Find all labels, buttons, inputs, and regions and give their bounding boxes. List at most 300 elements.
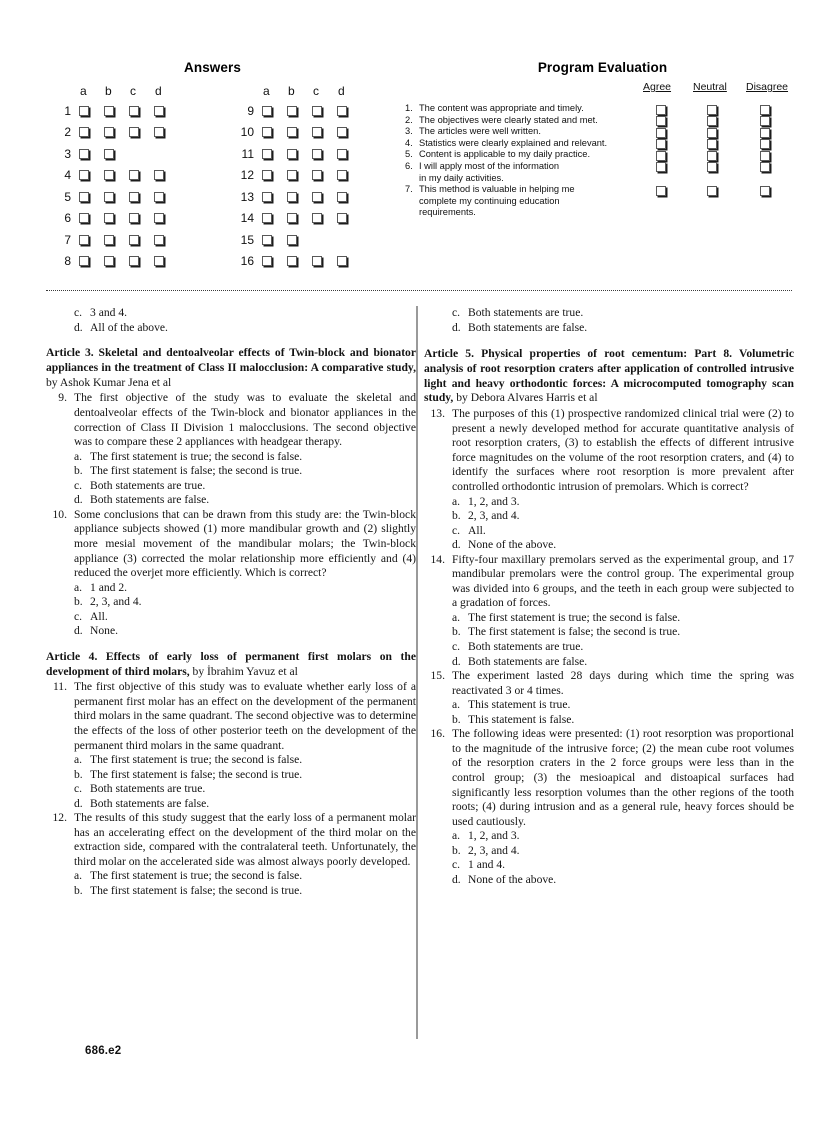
answers-title: Answers (184, 60, 241, 75)
answers-cell (104, 165, 129, 187)
answers-cell (79, 122, 104, 144)
question-number: 13. (430, 407, 445, 421)
article-5-byline: by Debora Alvares Harris et al (453, 391, 598, 405)
evaluation-item-number: 6. (405, 160, 413, 171)
question-choices (452, 495, 794, 553)
left-column (46, 306, 416, 899)
choice-text: All. (468, 523, 486, 537)
question-text: Fifty-four maxillary premolars served as the experimental group, and 17 mandibular premolars were the control group. The experimental group was divided into 6 groups, and the teeth in each group were subjected to a gradation of forces. (452, 552, 794, 610)
answer-checkbox-10d[interactable] (337, 127, 347, 137)
answer-checkbox-16a[interactable] (262, 256, 272, 266)
answer-choice (452, 829, 794, 844)
answer-checkbox-4b[interactable] (104, 170, 114, 180)
answer-checkbox-7d[interactable] (154, 235, 164, 245)
scale-header-neutral: Neutral (693, 81, 727, 93)
answers-row (228, 143, 362, 165)
answers-cell (287, 251, 312, 273)
answers-column-header-b: b (288, 83, 295, 98)
choice-text: None of the above. (468, 538, 557, 552)
answers-cell (287, 165, 312, 187)
choice-text: Both statements are false. (90, 796, 210, 810)
answer-checkbox-6d[interactable] (154, 213, 164, 223)
choice-text: Both statements are false. (468, 654, 588, 668)
answer-checkbox-1a[interactable] (79, 106, 89, 116)
question-text: The purposes of this (1) prospective randomized clinical trial were (2) to present a newly developed method for accurate quantitative analysis of root resorption craters, (3) to establish the effects of different intrusive force magnitudes on the volume of the root resorption craters, and (4) to identify the surfaces where root resorption is more prevalent after controlled orthodontic intrusion of premolars. Which is correct? (452, 407, 794, 494)
choice-text: 1, 2, and 3. (468, 494, 520, 508)
answer-choice (452, 640, 794, 655)
evaluation-checkbox-2-neutral[interactable] (707, 116, 717, 126)
choice-letter: d. (74, 320, 83, 334)
answers-row (45, 143, 179, 165)
answer-checkbox-16d[interactable] (337, 256, 347, 266)
answer-checkbox-1c[interactable] (129, 106, 139, 116)
question-item (46, 811, 416, 898)
evaluation-checkbox-3-disagree[interactable] (760, 128, 770, 138)
evaluation-row (405, 161, 805, 184)
choice-text: Both statements are true. (90, 782, 206, 796)
answer-checkbox-12d[interactable] (337, 170, 347, 180)
answers-column-header-d: d (338, 83, 345, 98)
evaluation-checkbox-6-agree[interactable] (656, 162, 666, 172)
evaluation-item-text: The content was appropriate and timely. (419, 103, 584, 113)
answer-checkbox-1b[interactable] (104, 106, 114, 116)
answer-checkbox-8c[interactable] (129, 256, 139, 266)
evaluation-item-number: 5. (405, 149, 413, 160)
evaluation-item-text: Content is applicable to my daily practice. (419, 149, 591, 160)
choice-letter: b. (74, 464, 83, 478)
evaluation-checkbox-6-disagree[interactable] (760, 162, 770, 172)
choice-letter: c. (452, 640, 461, 654)
answers-cell (337, 208, 362, 230)
answers-cell (337, 143, 362, 165)
evaluation-checkbox-2-agree[interactable] (656, 116, 666, 126)
answers-cell (79, 100, 104, 122)
right-column (424, 306, 794, 887)
answer-checkbox-2b[interactable] (104, 127, 114, 137)
answers-cell (262, 251, 287, 273)
answer-choice (452, 509, 794, 524)
answers-header-row (45, 81, 179, 100)
answer-choice (452, 538, 794, 553)
answer-choice (74, 869, 416, 884)
article-5-heading (424, 347, 794, 406)
answers-cell (104, 251, 129, 273)
answer-checkbox-16b[interactable] (287, 256, 297, 266)
scale-header-disagree: Disagree (746, 81, 789, 93)
choice-text: The first statement is true; the second is false. (90, 753, 303, 767)
choice-text: This statement is true. (468, 698, 571, 712)
answer-checkbox-4a[interactable] (79, 170, 89, 180)
choice-text: None. (90, 624, 119, 638)
question-text: The experiment lasted 28 days during which time the spring was reactivated 3 or 4 times. (452, 669, 794, 697)
article-3-questions (46, 391, 416, 638)
choice-text: 3 and 4. (90, 306, 128, 319)
answer-checkbox-5c[interactable] (129, 192, 139, 202)
question-item (424, 407, 794, 552)
answer-checkbox-12a[interactable] (262, 170, 272, 180)
answers-column-header-c: c (313, 83, 319, 98)
evaluation-item-text: Statistics were clearly explained and relevant. (419, 137, 608, 148)
answers-row-number: 4 (64, 168, 71, 183)
question-item (424, 669, 794, 727)
answer-choice (74, 464, 416, 479)
answers-cell (337, 186, 362, 208)
answer-checkbox-5a[interactable] (79, 192, 89, 202)
choice-text: Both statements are true. (468, 306, 584, 319)
evaluation-item-text-continuation: requirements. (419, 207, 476, 218)
choice-letter: c. (74, 306, 83, 319)
answer-checkbox-7c[interactable] (129, 235, 139, 245)
answers-row-number: 8 (64, 254, 71, 269)
choice-text: Both statements are true. (90, 478, 206, 492)
question-text: The results of this study suggest that the early loss of a permanent molar has an accelerating effect on the development of the third molar on the extraction side, compared with the contralateral teeth. Unfortunately, the third molar on the accelerated side was almost always poorly developed. (74, 811, 416, 868)
evaluation-checkbox-5-disagree[interactable] (760, 151, 770, 161)
answers-cell (154, 208, 179, 230)
answers-grids (45, 81, 395, 281)
answer-choice (74, 624, 416, 639)
evaluation-checkbox-5-neutral[interactable] (707, 151, 717, 161)
answers-row-number: 13 (240, 189, 254, 204)
evaluation-checkbox-4-neutral[interactable] (707, 139, 717, 149)
choice-text: The first statement is true; the second is false. (90, 869, 303, 883)
answer-choice (452, 713, 794, 728)
answer-checkbox-6a[interactable] (79, 213, 89, 223)
evaluation-row (405, 115, 805, 127)
choice-text: The first statement is true; the second is false. (468, 610, 681, 624)
answer-choice (74, 595, 416, 610)
answer-checkbox-6c[interactable] (129, 213, 139, 223)
choice-text: Both statements are false. (468, 320, 588, 334)
answers-cell (312, 100, 337, 122)
question-number: 12. (52, 811, 67, 825)
question-number: 14. (430, 552, 445, 566)
answers-cell (104, 100, 129, 122)
answers-row (228, 165, 362, 187)
question-choices (74, 450, 416, 508)
answers-cell (337, 100, 362, 122)
answer-choice (74, 797, 416, 812)
right-orphan-choices (424, 306, 794, 335)
answer-choice (452, 873, 794, 888)
answers-cell (312, 122, 337, 144)
answers-cell (79, 143, 104, 165)
choice-letter: b. (74, 767, 83, 781)
evaluation-item-number: 4. (405, 137, 413, 148)
answer-checkbox-3b[interactable] (104, 149, 114, 159)
question-number: 15. (430, 669, 445, 683)
question-choices (452, 829, 794, 887)
choice-letter: a. (452, 829, 461, 843)
answer-choice (74, 493, 416, 508)
evaluation-checkbox-3-neutral[interactable] (707, 128, 717, 138)
answer-checkbox-14c[interactable] (312, 213, 322, 223)
answers-cell (79, 229, 104, 251)
answers-cell (129, 208, 154, 230)
answers-row (45, 165, 179, 187)
choice-text: The first statement is false; the second is true. (90, 884, 303, 898)
answer-checkbox-11a[interactable] (262, 149, 272, 159)
evaluation-checkbox-7-neutral[interactable] (707, 186, 717, 196)
answer-choice (74, 581, 416, 596)
program-evaluation-title: Program Evaluation (537, 60, 668, 75)
answers-cell (129, 229, 154, 251)
page-number: 686.e2 (85, 1045, 122, 1057)
evaluation-item-number: 1. (405, 103, 413, 113)
answer-checkbox-14d[interactable] (337, 213, 347, 223)
answer-checkbox-13c[interactable] (312, 192, 322, 202)
answer-choice (452, 321, 794, 336)
choice-text: None of the above. (468, 872, 557, 886)
question-item (424, 727, 794, 887)
answers-cell (154, 100, 179, 122)
question-item (46, 508, 416, 639)
answers-column-header-a: a (80, 83, 87, 98)
answer-checkbox-2a[interactable] (79, 127, 89, 137)
answers-cell (154, 143, 179, 165)
answers-cell (262, 100, 287, 122)
choice-letter: d. (452, 654, 461, 668)
question-text: The first objective of this study was to evaluate whether early loss of a permanent first molar has an effect on the development of the permanent third molars in the same quadrant. The second objective was to determine the effects of the loss of other posterior teeth on the development of the permanent third molars in the same quadrant. (74, 680, 416, 752)
answers-row (45, 100, 179, 122)
evaluation-checkbox-1-neutral[interactable] (707, 105, 717, 115)
answer-choice (74, 782, 416, 797)
answer-checkbox-15b[interactable] (287, 235, 297, 245)
evaluation-row (405, 138, 805, 150)
article-5-title: Article 5. Physical properties of root cementum: Part 8. Volumetric analysis of root resorption craters after application of controlled intrusive light and heavy orthodontic forces: A microcomputed tomography scan study, (424, 347, 794, 405)
answer-choice (452, 698, 794, 713)
answer-checkbox-8a[interactable] (79, 256, 89, 266)
answer-choice (74, 479, 416, 494)
question-item (46, 391, 416, 507)
choice-letter: a. (452, 698, 461, 712)
answer-checkbox-16c[interactable] (312, 256, 322, 266)
answers-cell (287, 100, 312, 122)
answers-cell (129, 186, 154, 208)
answers-cell (129, 251, 154, 273)
choice-letter: c. (74, 478, 83, 492)
choice-text: The first statement is false; the second is true. (90, 464, 303, 478)
answer-choice (452, 655, 794, 670)
answer-checkbox-8b[interactable] (104, 256, 114, 266)
article-4-heading (46, 650, 416, 680)
article-3-heading (46, 346, 416, 390)
choice-letter: b. (452, 843, 461, 857)
choice-letter: a. (452, 610, 461, 624)
evaluation-item-text-continuation: complete my continuing education (419, 195, 560, 206)
answer-checkbox-10a[interactable] (262, 127, 272, 137)
choice-letter: d. (74, 493, 83, 507)
choice-letter: a. (74, 580, 83, 594)
question-choices (74, 581, 416, 639)
answer-checkbox-2c[interactable] (129, 127, 139, 137)
answers-header-row (228, 81, 362, 100)
answers-header-spacer (228, 81, 262, 100)
answer-checkbox-3a[interactable] (79, 149, 89, 159)
choice-letter: c. (452, 306, 461, 319)
answers-row (228, 100, 362, 122)
question-number: 9. (58, 391, 67, 405)
answers-column-header-a: a (263, 83, 270, 98)
answers-row (228, 122, 362, 144)
evaluation-row (405, 184, 805, 219)
evaluation-checkbox-7-disagree[interactable] (760, 186, 770, 196)
evaluation-checkbox-3-agree[interactable] (656, 128, 666, 138)
answers-cell (287, 143, 312, 165)
choice-letter: c. (452, 858, 461, 872)
answers-form (45, 60, 395, 281)
answer-checkbox-1d[interactable] (154, 106, 164, 116)
choice-text: 2, 3, and 4. (90, 595, 142, 609)
answer-choice (452, 625, 794, 640)
answers-cell (154, 122, 179, 144)
answers-cell (104, 186, 129, 208)
article-5-questions (424, 407, 794, 887)
evaluation-checkbox-4-disagree[interactable] (760, 139, 770, 149)
answers-row-number: 3 (64, 146, 71, 161)
evaluation-checkbox-5-agree[interactable] (656, 151, 666, 161)
left-orphan-choices (46, 306, 416, 335)
answers-cell (104, 208, 129, 230)
choice-letter: b. (452, 712, 461, 726)
answer-checkbox-5d[interactable] (154, 192, 164, 202)
answers-cell (287, 122, 312, 144)
answer-checkbox-11b[interactable] (287, 149, 297, 159)
answer-checkbox-4d[interactable] (154, 170, 164, 180)
answer-choice (452, 844, 794, 859)
evaluation-item-text: The objectives were clearly stated and met. (419, 114, 598, 125)
answer-checkbox-11c[interactable] (312, 149, 322, 159)
answers-row-number: 11 (241, 146, 254, 161)
answers-cell (129, 100, 154, 122)
choice-letter: a. (74, 869, 83, 883)
answers-column-header-d: d (155, 83, 162, 98)
answer-checkbox-14a[interactable] (262, 213, 272, 223)
choice-letter: b. (74, 884, 83, 898)
answer-checkbox-9a[interactable] (262, 106, 272, 116)
choice-letter: b. (74, 595, 83, 609)
answer-checkbox-15a[interactable] (262, 235, 272, 245)
evaluation-item-text: The articles were well written. (419, 126, 541, 137)
answers-row (228, 229, 362, 251)
answer-choice (74, 306, 416, 321)
evaluation-checkbox-7-agree[interactable] (656, 186, 666, 196)
answer-checkbox-14b[interactable] (287, 213, 297, 223)
answer-choice (74, 610, 416, 625)
choice-letter: b. (452, 625, 461, 639)
dotted-separator (46, 290, 792, 291)
answers-cell (104, 229, 129, 251)
choice-letter: a. (452, 494, 461, 508)
evaluation-item-number: 3. (405, 126, 413, 137)
answers-cell (312, 186, 337, 208)
choice-text: 2, 3, and 4. (468, 843, 520, 857)
answers-table-left (45, 81, 179, 272)
answers-cell (262, 229, 287, 251)
evaluation-checkbox-2-disagree[interactable] (760, 116, 770, 126)
answer-checkbox-11d[interactable] (337, 149, 347, 159)
evaluation-item-number: 2. (405, 114, 413, 125)
answers-cell (154, 251, 179, 273)
choice-letter: a. (74, 449, 83, 463)
answers-row-number: 6 (64, 211, 71, 226)
answer-checkbox-12b[interactable] (287, 170, 297, 180)
choice-letter: d. (74, 796, 83, 810)
answers-row (45, 251, 179, 273)
answers-cell (129, 122, 154, 144)
choice-text: The first statement is true; the second is false. (90, 449, 303, 463)
answers-cell (262, 208, 287, 230)
answer-checkbox-9c[interactable] (312, 106, 322, 116)
answer-checkbox-6b[interactable] (104, 213, 114, 223)
choice-text: All of the above. (90, 320, 168, 334)
question-number: 16. (430, 727, 445, 741)
answer-checkbox-13d[interactable] (337, 192, 347, 202)
choice-letter: c. (74, 609, 83, 623)
answer-choice (452, 858, 794, 873)
answers-row-number: 9 (247, 103, 254, 118)
answer-checkbox-10c[interactable] (312, 127, 322, 137)
evaluation-checkbox-4-agree[interactable] (656, 139, 666, 149)
answer-checkbox-13a[interactable] (262, 192, 272, 202)
answers-cell (312, 229, 337, 251)
answer-checkbox-9b[interactable] (287, 106, 297, 116)
answers-cell (337, 122, 362, 144)
question-choices (74, 869, 416, 898)
article-4-questions (46, 680, 416, 898)
answer-choice (452, 306, 794, 321)
answer-checkbox-8d[interactable] (154, 256, 164, 266)
answers-row (228, 208, 362, 230)
answer-checkbox-2d[interactable] (154, 127, 164, 137)
answers-header-spacer (45, 81, 79, 100)
answers-cell (287, 229, 312, 251)
choice-letter: d. (452, 872, 461, 886)
evaluation-row (405, 103, 805, 115)
answers-cell (262, 165, 287, 187)
question-text: The first objective of the study was to evaluate the skeletal and dentoalveolar effects of the Twin-block and bionator appliances in the correction of Class II Division 1 malocclusions. The second objective was to compare these 2 appliances with headgear therapy. (74, 391, 416, 449)
answer-checkbox-4c[interactable] (129, 170, 139, 180)
choice-letter: c. (452, 523, 461, 537)
answers-cell (312, 208, 337, 230)
answers-row (45, 229, 179, 251)
choice-text: This statement is false. (468, 712, 575, 726)
answer-choice (74, 753, 416, 768)
answers-cell (154, 229, 179, 251)
answer-checkbox-5b[interactable] (104, 192, 114, 202)
answers-row (45, 122, 179, 144)
answer-checkbox-10b[interactable] (287, 127, 297, 137)
answer-checkbox-7a[interactable] (79, 235, 89, 245)
answers-row-number: 1 (64, 103, 71, 118)
evaluation-checkbox-6-neutral[interactable] (707, 162, 717, 172)
choice-letter: c. (74, 782, 83, 796)
evaluation-checkbox-1-agree[interactable] (656, 105, 666, 115)
evaluation-checkbox-1-disagree[interactable] (760, 105, 770, 115)
answers-cell (154, 186, 179, 208)
answer-checkbox-7b[interactable] (104, 235, 114, 245)
choice-letter: d. (74, 624, 83, 638)
answer-checkbox-9d[interactable] (337, 106, 347, 116)
question-number: 10. (52, 507, 67, 521)
choice-text: 1 and 4. (468, 858, 506, 872)
answer-checkbox-12c[interactable] (312, 170, 322, 180)
evaluation-scale-headers (405, 81, 805, 98)
answer-choice (74, 321, 416, 336)
article-4-title: Article 4. Effects of early loss of permanent first molars on the development of third molars, (46, 649, 416, 678)
answers-cell (262, 186, 287, 208)
evaluation-rows (405, 103, 805, 219)
answer-checkbox-13b[interactable] (287, 192, 297, 202)
